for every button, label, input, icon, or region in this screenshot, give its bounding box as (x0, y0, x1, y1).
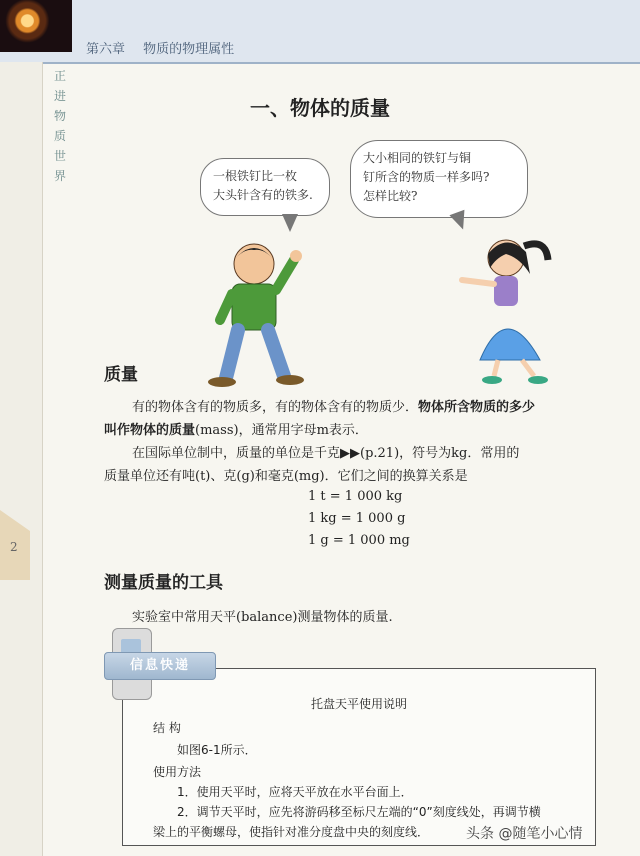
sidebar-char: 进 (53, 89, 66, 103)
equation: 1 kg = 1 000 g (308, 511, 406, 526)
speech-bubble-girl (350, 140, 528, 218)
usage-step-2-line-1: 2．调节天平时，应先将游码移至标尺左端的“0”刻度线处，再调节横 (177, 805, 541, 819)
bubble-line: 大头针含有的铁多. (213, 188, 313, 202)
sidebar-vertical-text (52, 66, 68, 186)
usage-step-2-line-2: 梁上的平衡螺母，使指针对准分度盘中央的刻度线． (153, 825, 430, 839)
equation: 1 g = 1 000 mg (308, 533, 410, 548)
boy-illustration (190, 230, 330, 390)
structure-label: 结 构 (153, 721, 181, 735)
section-heading-mass: 质量 (104, 365, 138, 385)
usage-step-1: 1．使用天平时，应将天平放在水平台面上． (177, 785, 413, 799)
text-normal: 有的物体含有的物质多，有的物体含有的物质少． (132, 400, 419, 415)
speech-bubble-boy (200, 158, 330, 216)
text-bold: 物体所含物质的多少 (418, 400, 536, 415)
page-title: 一、物体的质量 (250, 96, 390, 120)
bubble-line: 钉所含的物质一样多吗? (363, 170, 490, 184)
bubble-line: 大小相同的铁钉与铜 (363, 151, 472, 165)
text-bold: 叫作物体的质量 (104, 423, 196, 438)
paragraph-line: 实验室中常用天平(balance)测量物体的质量. (132, 610, 393, 625)
sidebar-char: 物 (53, 109, 66, 123)
info-box (122, 668, 596, 846)
section-heading-tools: 测量质量的工具 (104, 573, 223, 593)
info-title: 托盘天平使用说明 (310, 697, 407, 711)
sidebar-char: 世 (53, 149, 66, 163)
galaxy-image (0, 0, 72, 52)
structure-text: 如图6-1所示． (177, 743, 257, 757)
chapter-number: 第六章 (86, 42, 126, 57)
bubble-line: 一根铁钉比一枚 (213, 169, 298, 183)
mass-definition-paragraph (104, 396, 604, 488)
chapter-header (86, 38, 248, 57)
chapter-title: 物质的物理属性 (143, 42, 235, 57)
paragraph-line: 在国际单位制中，质量的单位是千克▶▶(p.21)，符号为kg．常用的 (132, 446, 520, 461)
girl-illustration (450, 228, 580, 388)
text-normal: (mass)，通常用字母m表示． (195, 423, 368, 438)
left-margin-strip (0, 62, 43, 856)
watermark: 头条 @随笔小心情 (466, 826, 583, 842)
bubble-line: 怎样比较? (363, 189, 418, 203)
sidebar-char: 正 (53, 69, 66, 83)
info-tag: 信息快递 (104, 652, 216, 680)
sidebar-char: 质 (53, 129, 66, 143)
sidebar-char: 界 (53, 169, 66, 183)
equation: 1 t = 1 000 kg (308, 489, 403, 504)
usage-label: 使用方法 (153, 765, 202, 779)
conversion-equations (308, 486, 410, 552)
paragraph-line (104, 419, 604, 442)
paragraph-line: 质量单位还有吨(t)、克(g)和毫克(mg)．它们之间的换算关系是 (104, 469, 468, 484)
page-number: 2 (10, 540, 18, 554)
balance-paragraph (104, 606, 604, 629)
paragraph-line (104, 396, 604, 419)
